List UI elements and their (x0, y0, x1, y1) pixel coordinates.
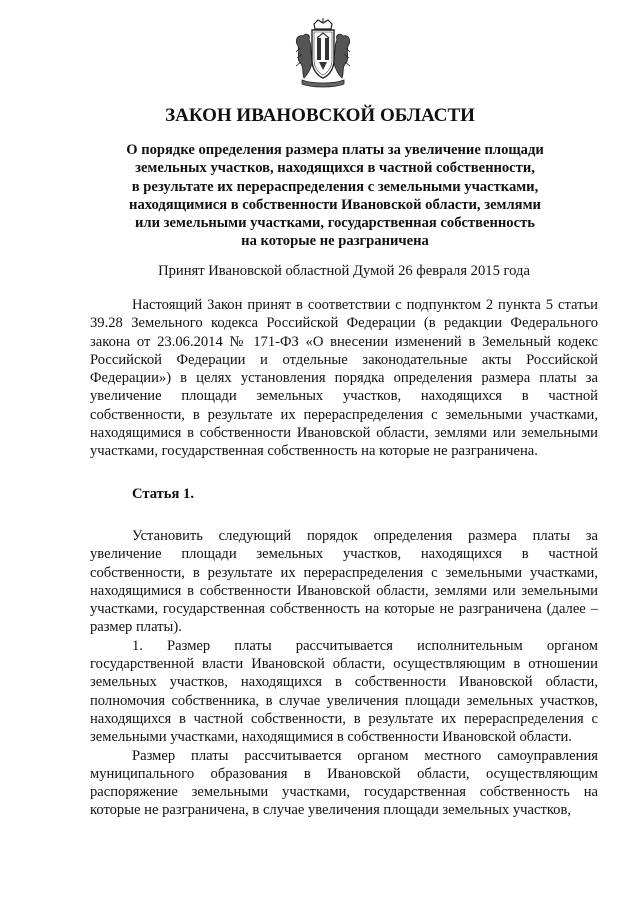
subject-line: или земельными участками, государственная собственность (135, 215, 535, 232)
subject-line: О порядке определения размера платы за увеличение площади (126, 142, 544, 158)
subject-line: земельных участков, находящихся в частной собственности, (135, 160, 535, 177)
article-paragraph: Размер платы рассчитывается органом местного самоуправления муниципального образования в Ивановской области, осуществляющим распоряжение земельными участками, государственная собственность на которые не разграничена, в случае увеличения площади земельных участков, (90, 747, 598, 819)
article-paragraph: Установить следующий порядок определения размера платы за увеличение площади земельных участков, находящихся в частной собственности, в результате их перераспределения с земельными участками, находящимися в собственности Ивановской области, землями или земельными участками, государственная собственность на которые не разграничена (далее – размер платы). (90, 527, 598, 636)
subject-line: на которые не разграничена (241, 233, 429, 250)
law-title: ЗАКОН ИВАНОВСКОЙ ОБЛАСТИ (165, 105, 475, 126)
coat-of-arms-icon (292, 18, 354, 88)
law-subject (110, 141, 560, 251)
adoption-line: Принят Ивановской областной Думой 26 февраля 2015 года (158, 263, 530, 279)
subject-line: в результате их перераспределения с земельными участками, (131, 178, 539, 195)
article-paragraph: 1. Размер платы рассчитывается исполнительным органом государственной власти Ивановской области, осуществляющим в отношении земельных участков, находящихся в собственности Ивановской области, полномочия собственника, в случае увеличения площади земельных участков, находящихся в частной собственности, в результате их перераспределения с земельными участками, находящимися в собственности Ивановской области. (90, 637, 598, 746)
law-body (90, 296, 598, 820)
article-heading: Статья 1. (132, 485, 194, 502)
preamble-paragraph: Настоящий Закон принят в соответствии с подпунктом 2 пункта 5 статьи 39.28 Земельного кодекса Российской Федерации (в редакции Федерального закона от 23.06.2014 № 171-ФЗ «О внесении изменений в Земельный кодекс Российской Федерации и отдельные законодательные акты Российской Федерации») в целях установления порядка определения размера платы за увеличение площади земельных участков, находящихся в частной собственности, в результате их перераспределения с земельными участками, находящимися в собственности Ивановской области, землями или земельными участками, государственная собственность на которые не разграничена. (90, 297, 598, 460)
subject-line: находящимися в собственности Ивановской области, землями (129, 196, 541, 213)
